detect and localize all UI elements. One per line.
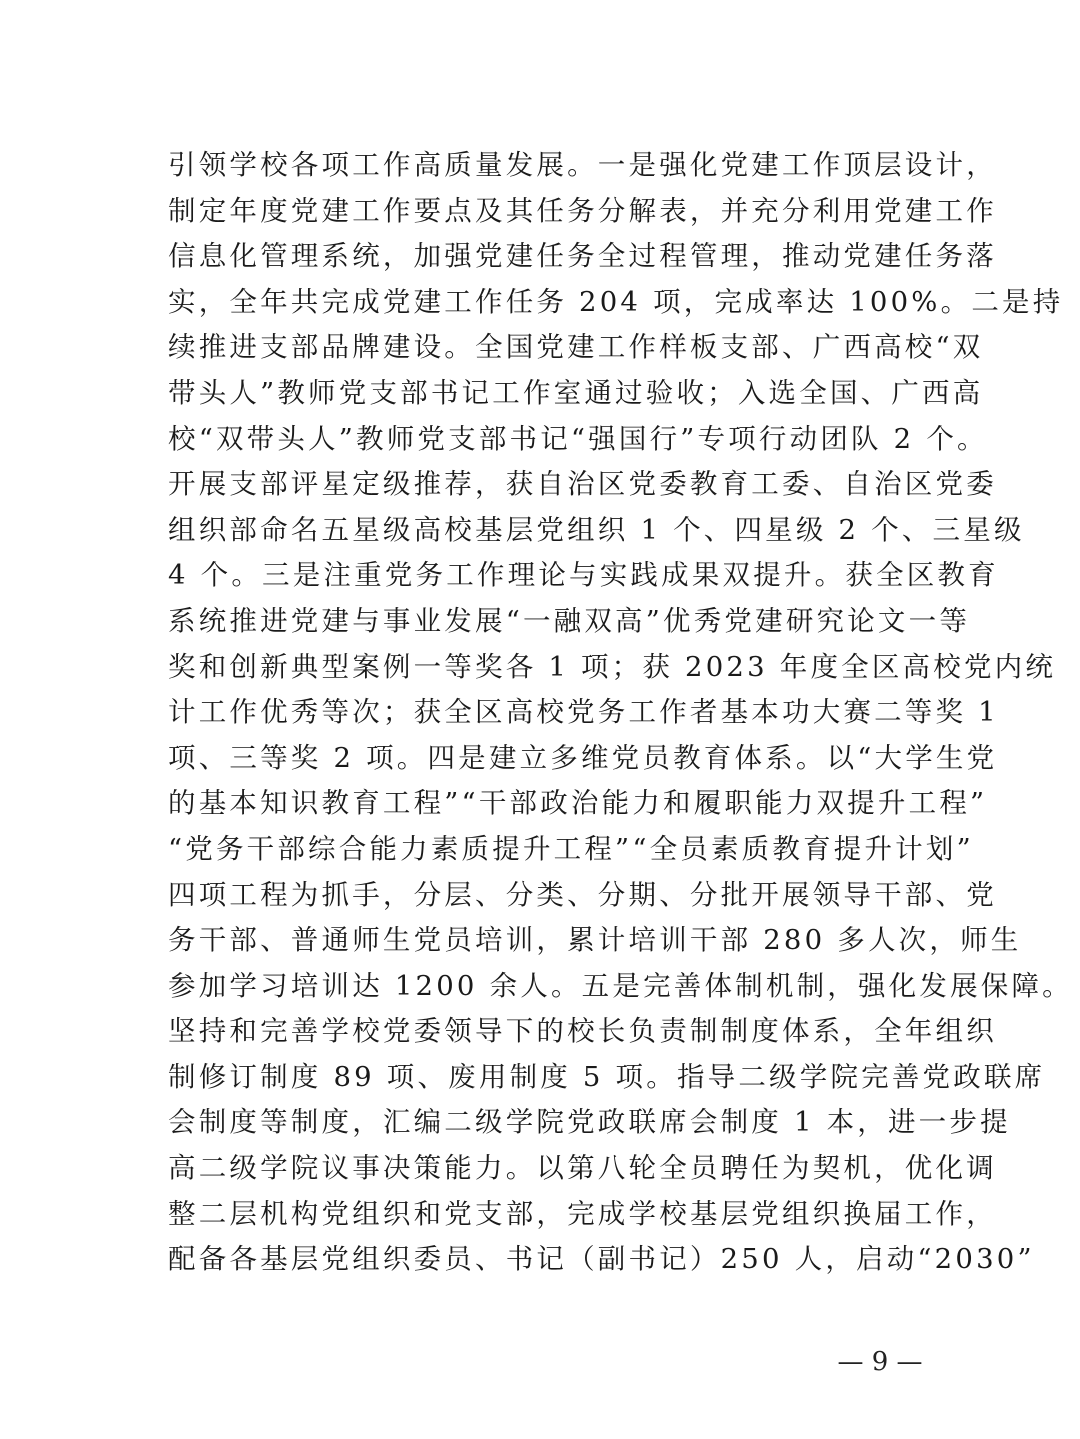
text-line: 配备各基层党组织委员、书记（副书记）250 人，启动“2030” (168, 1243, 1035, 1276)
text-line: 的基本知识教育工程”“干部政治能力和履职能力双提升工程” (168, 787, 988, 820)
text-line: 制定年度党建工作要点及其任务分解表，并充分利用党建工作 (168, 194, 997, 227)
text-line: 整二层机构党组织和党支部，完成学校基层党组织换届工作， (168, 1197, 997, 1230)
text-line: 高二级学院议事决策能力。以第八轮全员聘任为契机，优化调 (168, 1152, 997, 1185)
text-line: 奖和创新典型案例一等奖各 1 项；获 2023 年度全区高校党内统 (168, 650, 1057, 683)
text-line: 开展支部评星定级推荐，获自治区党委教育工委、自治区党委 (168, 468, 997, 501)
text-line: “党务干部综合能力素质提升工程”“全员素质教育提升计划” (168, 832, 974, 865)
text-line: 四项工程为抓手，分层、分类、分期、分批开展领导干部、党 (168, 878, 997, 911)
text-line: 实，全年共完成党建工作任务 204 项，完成率达 100%。二是持 (168, 285, 1064, 318)
text-line: 务干部、普通师生党员培训，累计培训干部 280 多人次，师生 (168, 924, 1022, 957)
text-line: 组织部命名五星级高校基层党组织 1 个、四星级 2 个、三星级 (168, 513, 1025, 546)
text-line: 项、三等奖 2 项。四是建立多维党员教育体系。以“大学生党 (168, 741, 998, 774)
text-line: 带头人”教师党支部书记工作室通过验收；入选全国、广西高 (168, 376, 984, 409)
text-line: 计工作优秀等次；获全区高校党务工作者基本功大赛二等奖 1 (168, 696, 999, 729)
body-text (168, 143, 1073, 1283)
page-number: — 9 — (837, 1347, 923, 1377)
text-line: 制修订制度 89 项、废用制度 5 项。指导二级学院完善党政联席 (168, 1060, 1046, 1093)
text-line: 信息化管理系统，加强党建任务全过程管理，推动党建任务落 (168, 240, 997, 273)
text-line: 校“双带头人”教师党支部书记“强国行”专项行动团队 2 个。 (168, 422, 988, 455)
text-line: 系统推进党建与事业发展“一融双高”优秀党建研究论文一等 (168, 604, 971, 637)
text-line: 参加学习培训达 1200 余人。五是完善体制机制，强化发展保障。 (168, 969, 1073, 1002)
text-line: 续推进支部品牌建设。全国党建工作样板支部、广西高校“双 (168, 331, 984, 364)
text-line: 引领学校各项工作高质量发展。一是强化党建工作顶层设计， (168, 149, 997, 181)
text-line: 坚持和完善学校党委领导下的校长负责制制度体系，全年组织 (168, 1015, 997, 1048)
text-line: 会制度等制度，汇编二级学院党政联席会制度 1 本，进一步提 (168, 1106, 1011, 1139)
text-line: 4 个。三是注重党务工作理论与实践成果双提升。获全区教育 (168, 559, 999, 592)
